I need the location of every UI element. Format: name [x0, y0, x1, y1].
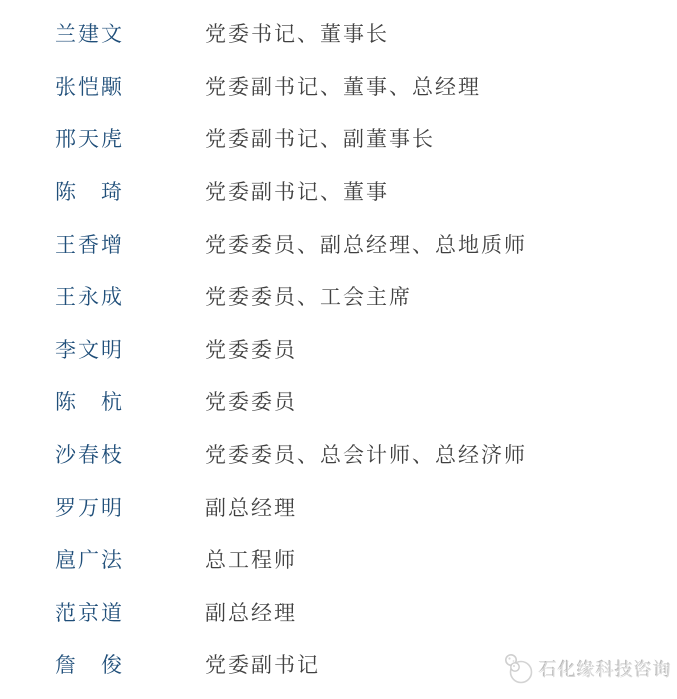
table-row — [0, 60, 677, 113]
table-row — [0, 533, 677, 586]
person-title: 党委副书记 — [205, 654, 320, 678]
watermark-text: 石化缘科技咨询 — [539, 660, 672, 680]
table-row — [0, 480, 677, 533]
person-title: 党委副书记、董事、总经理 — [205, 75, 481, 99]
person-name: 兰建文 — [55, 23, 124, 47]
person-name: 王永成 — [55, 286, 124, 310]
person-name: 沙春枝 — [55, 444, 124, 468]
person-name: 邢天虎 — [55, 128, 124, 152]
person-name: 扈广法 — [55, 549, 124, 573]
person-title: 党委委员、总会计师、总经济师 — [205, 444, 527, 468]
table-row — [0, 7, 677, 60]
table-row — [0, 375, 677, 428]
table-row — [0, 270, 677, 323]
table-row — [0, 165, 677, 218]
person-name: 詹 俊 — [55, 654, 124, 678]
person-title: 副总经理 — [205, 601, 297, 625]
person-name: 张恺颙 — [55, 75, 124, 99]
person-name: 范京道 — [55, 601, 124, 625]
table-row — [0, 586, 677, 639]
person-title: 党委委员 — [205, 391, 297, 415]
person-name: 罗万明 — [55, 496, 124, 520]
person-title: 党委委员、工会主席 — [205, 286, 412, 310]
person-title: 副总经理 — [205, 496, 297, 520]
person-title: 党委书记、董事长 — [205, 23, 389, 47]
table-row — [0, 112, 677, 165]
person-title: 党委副书记、董事 — [205, 181, 389, 205]
person-name: 陈 杭 — [55, 391, 124, 415]
person-title: 党委副书记、副董事长 — [205, 128, 435, 152]
table-row — [0, 217, 677, 270]
table-row — [0, 428, 677, 481]
bubbles-molecule-logo-icon — [504, 652, 534, 686]
leadership-roster — [0, 7, 677, 691]
person-name: 陈 琦 — [55, 181, 124, 205]
person-title: 党委委员 — [205, 338, 297, 362]
watermark — [504, 652, 672, 686]
person-name: 王香增 — [55, 233, 124, 257]
person-name: 李文明 — [55, 338, 124, 362]
person-title: 总工程师 — [205, 549, 297, 573]
table-row — [0, 323, 677, 376]
person-title: 党委委员、副总经理、总地质师 — [205, 233, 527, 257]
